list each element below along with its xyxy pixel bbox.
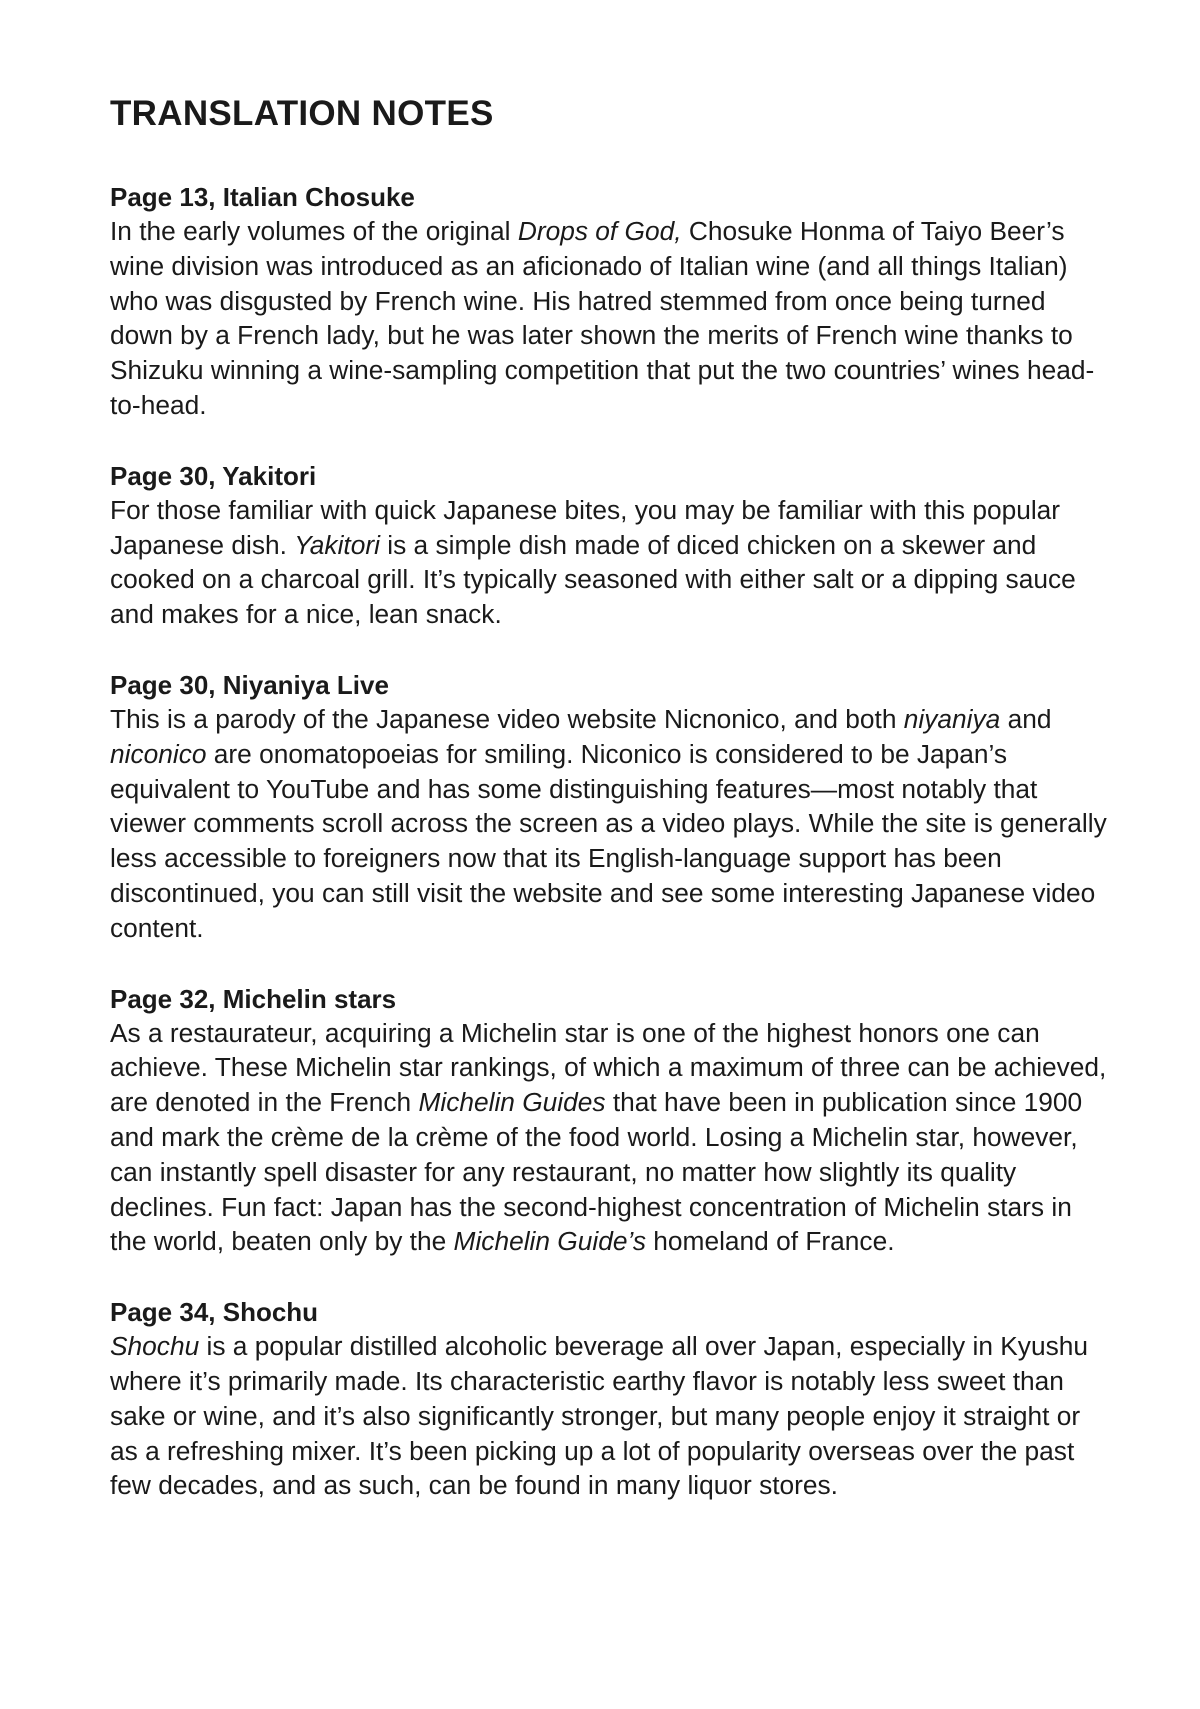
note-text: For those familiar with quick Japanese bites, you may be familiar with this popular Japanese dish. [110,494,1061,560]
page-title: TRANSLATION NOTES [110,94,494,133]
note-section [110,1295,1110,1503]
note-italic-text: Yakitori [294,529,380,560]
note-body [110,702,1110,946]
note-body [110,493,1110,632]
note-italic-text: Drops of God, [517,216,682,246]
note-body [110,214,1110,423]
note-section [110,668,1110,946]
note-section [110,459,1110,632]
note-heading: Page 34, Shochu [110,1297,319,1328]
note-italic-text: niyaniya [903,703,1001,734]
note-text: This is a parody of the Japanese video website Nicnonico, and both [110,703,904,734]
note-heading: Page 32, Michelin stars [110,983,397,1014]
note-text: homeland of France. [646,1226,895,1257]
note-heading: Page 30, Yakitori [110,460,317,491]
note-body [110,1329,1110,1503]
note-text: that have been in publication since 1900 and mark the crème de la crème of the food world. Losing a Michelin star, however, can instantly spell disaster for any restaurant, no matter how slightly its quality declines. Fun fact: Japan has the second-highest concentration of Michelin stars in the world, beaten only by the [110,1087,1083,1257]
note-text: is a popular distilled alcoholic beverage all over Japan, especially in Kyushu where it’s primarily made. Its characteristic earthy flavor is notably less sweet than sake or wine, and it’s also significantly stronger, but many people enjoy it straight or as a refreshing mixer. It’s been picking up a lot of popularity overseas over the past few decades, and as such, can be found in many liquor stores. [110,1331,1088,1501]
note-section [110,982,1110,1260]
note-heading: Page 13, Italian Chosuke [110,182,415,212]
note-text: is a simple dish made of diced chicken on a skewer and cooked on a charcoal grill. It’s typically seasoned with either salt or a dipping sauce and makes for a nice, lean snack. [110,529,1076,630]
note-text: and [1000,703,1052,734]
note-italic-text: niconico [110,738,207,769]
note-section [110,180,1110,423]
note-italic-text: Michelin Guide’s [453,1226,646,1257]
note-body [110,1016,1110,1260]
note-text: Chosuke Honma of Taiyo Beer’s wine division was introduced as an aficionado of Italian wine (and all things Italian) who was disgusted by French wine. His hatred stemmed from once being turned down by a French lady, but he was later shown the merits of French wine thanks to Shizuku winning a wine-sampling competition that put the two countries’ wines head-to-head. [110,216,1095,420]
note-heading: Page 30, Niyaniya Live [110,669,389,700]
note-italic-text: Shochu [110,1331,200,1362]
note-text: As a restaurateur, acquiring a Michelin star is one of the highest honors one can achieve. These Michelin star rankings, of which a maximum of three can be achieved, are denoted in the French [110,1017,1107,1118]
notes-list [110,180,1110,1503]
note-text: In the early volumes of the original [110,216,518,246]
translation-notes-page [110,92,1110,1539]
note-text: are onomatopoeias for smiling. Niconico is considered to be Japan’s equivalent to YouTube and has some distinguishing features—most notably that viewer comments scroll across the screen as a video plays. While the site is generally less accessible to foreigners now that its English-language support has been discontinued, you can still visit the website and see some interesting Japanese video content. [110,738,1107,943]
note-italic-text: Michelin Guides [418,1087,606,1118]
